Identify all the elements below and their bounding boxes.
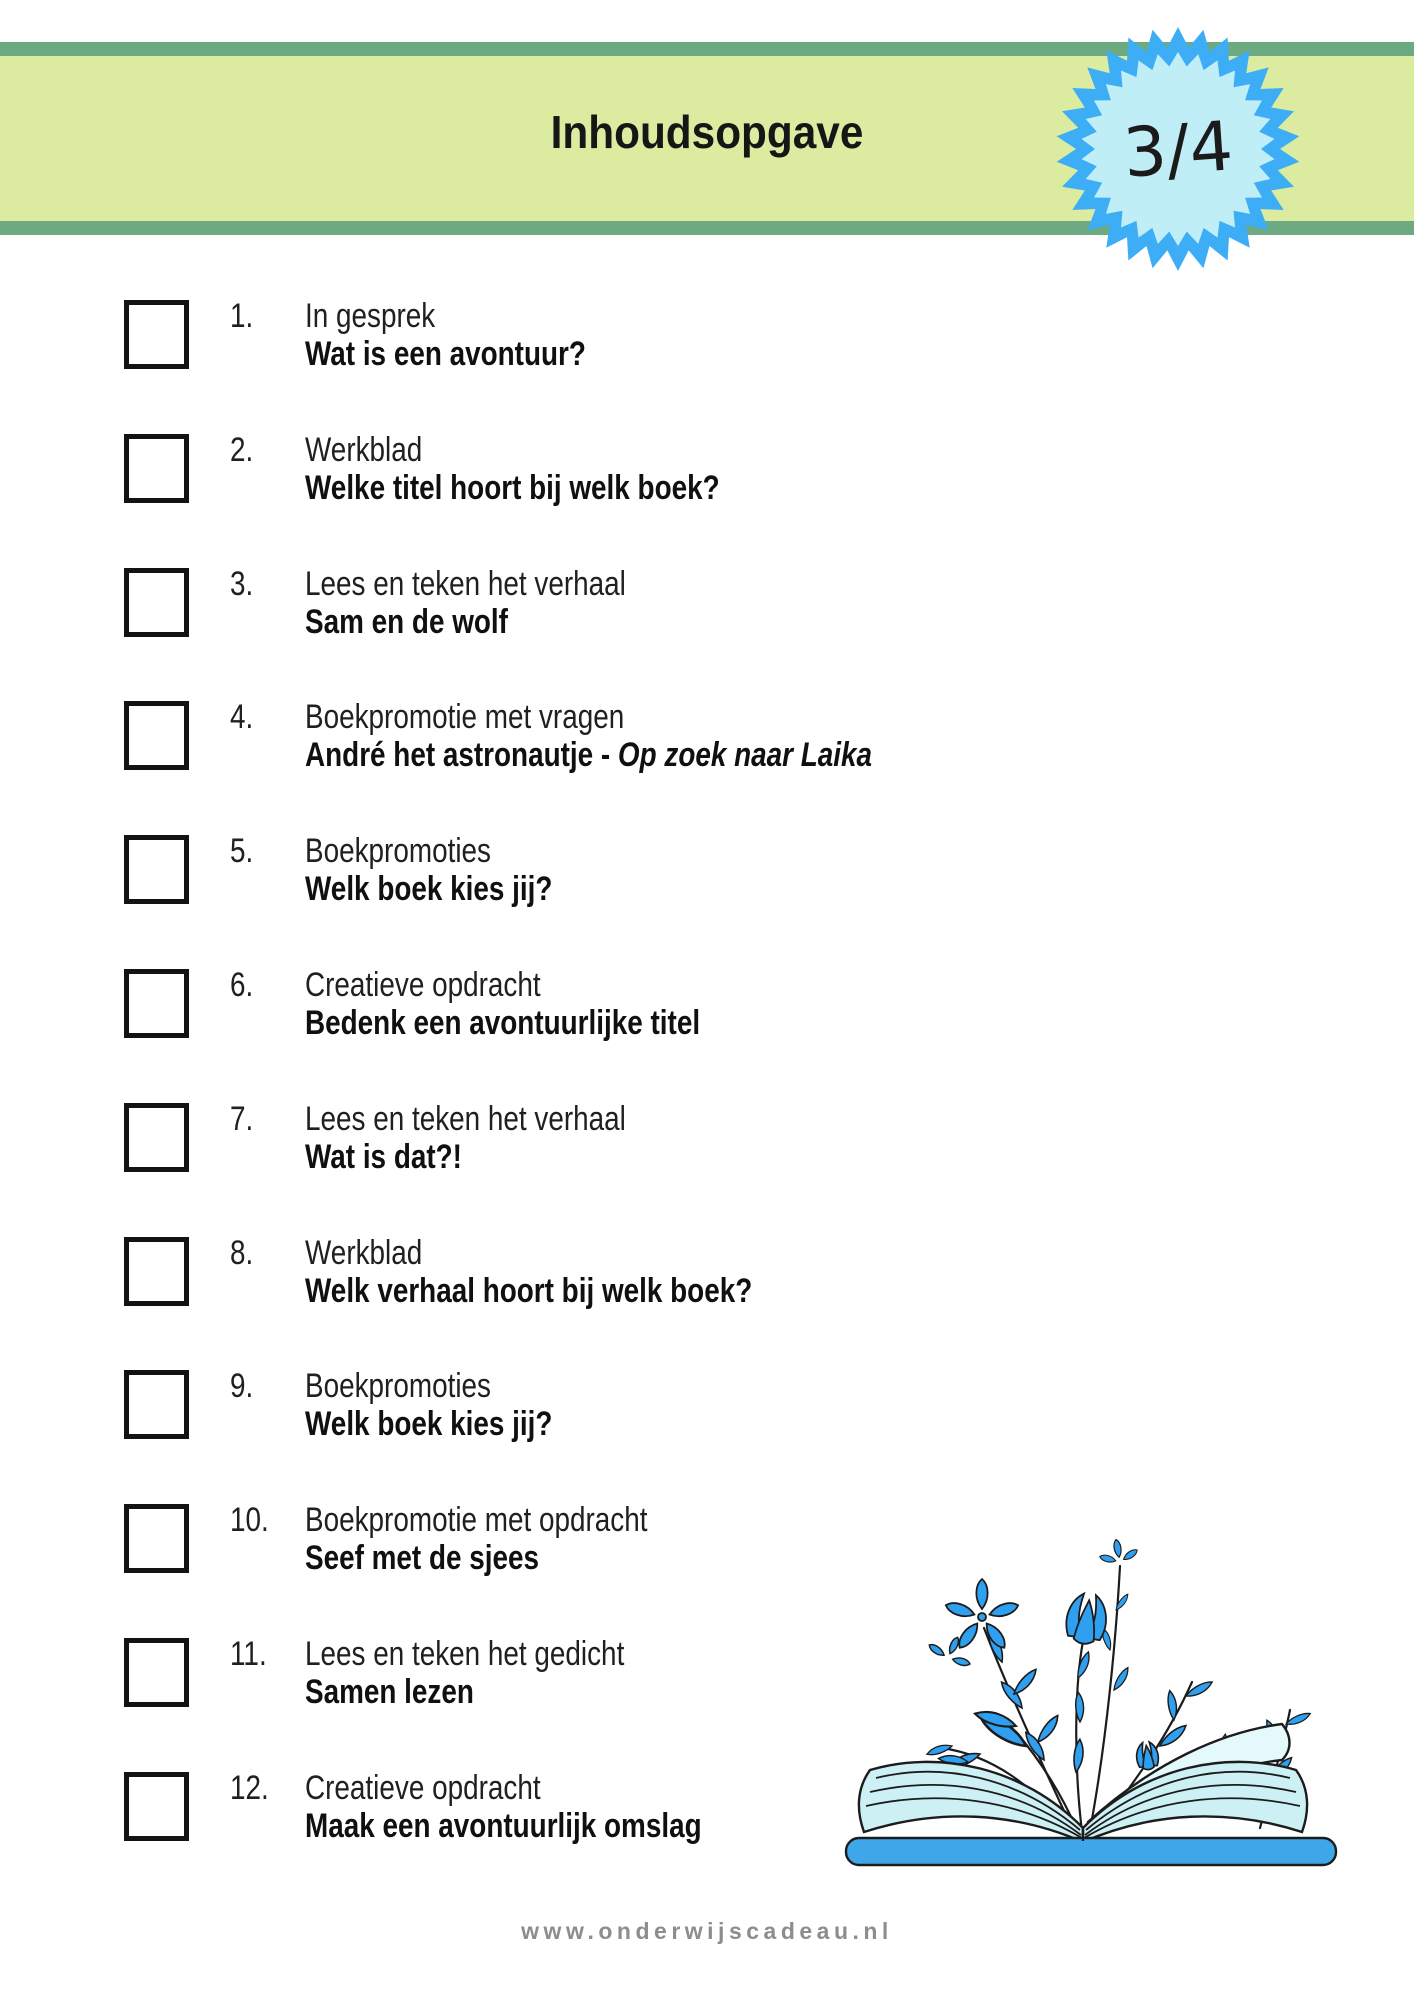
item-7-checkbox[interactable] — [124, 1103, 189, 1172]
item-6-checkbox[interactable] — [124, 969, 189, 1038]
item-11-checkbox[interactable] — [124, 1638, 189, 1707]
item-category: Lees en teken het verhaal — [305, 564, 626, 603]
toc-item-7 — [124, 1094, 1224, 1228]
item-title: Maak een avontuurlijk omslag — [305, 1806, 702, 1845]
spike-flower — [1096, 1536, 1140, 1566]
item-number: 9. — [230, 1367, 254, 1406]
item-category: Creatieve opdracht — [305, 965, 541, 1004]
item-title: Bedenk een avontuurlijke titel — [305, 1003, 701, 1042]
item-1-checkbox[interactable] — [124, 300, 189, 369]
item-number: 7. — [230, 1099, 254, 1138]
tulip-flower — [1064, 1592, 1110, 1647]
book-cover — [846, 1838, 1336, 1865]
item-title: Seef met de sjees — [305, 1539, 540, 1578]
item-number: 4. — [230, 698, 254, 737]
toc-item-6 — [124, 960, 1224, 1094]
toc-item-3 — [124, 559, 1224, 693]
item-number: 1. — [230, 297, 254, 335]
item-title: Samen lezen — [305, 1672, 474, 1711]
item-title: Welk boek kies jij? — [305, 1405, 553, 1444]
item-8-checkbox[interactable] — [124, 1237, 189, 1306]
item-12-checkbox[interactable] — [124, 1772, 189, 1841]
toc-item-5 — [124, 826, 1224, 960]
open-book — [846, 1724, 1336, 1865]
page-number-badge — [1048, 19, 1308, 279]
item-category: Lees en teken het gedicht — [305, 1634, 625, 1673]
page-title: Inhoudsopgave — [550, 105, 864, 158]
item-number: 3. — [230, 564, 254, 603]
item-2-checkbox[interactable] — [124, 434, 189, 503]
item-number: 2. — [230, 430, 254, 469]
item-number: 11. — [230, 1634, 267, 1673]
item-title: Welk verhaal hoort bij welk boek? — [305, 1271, 753, 1310]
item-10-checkbox[interactable] — [124, 1504, 189, 1573]
item-category: Lees en teken het verhaal — [305, 1099, 626, 1138]
tulip-flower-small — [1135, 1741, 1159, 1770]
item-number: 10. — [230, 1501, 269, 1540]
item-category: Creatieve opdracht — [305, 1768, 541, 1807]
toc-item-1 — [124, 291, 1224, 425]
item-title: Welk boek kies jij? — [305, 870, 553, 909]
badge-label: 3/4 — [1120, 107, 1236, 194]
toc-item-2 — [124, 425, 1224, 559]
item-title: André het astronautje - Op zoek naar Laika — [305, 736, 873, 775]
item-category: In gesprek — [305, 297, 436, 335]
item-category: Boekpromoties — [305, 832, 491, 871]
item-title: Sam en de wolf — [305, 602, 508, 641]
item-title: Wat is een avontuur? — [305, 335, 586, 373]
item-4-checkbox[interactable] — [124, 701, 189, 770]
item-category: Werkblad — [305, 430, 423, 469]
item-3-checkbox[interactable] — [124, 568, 189, 637]
item-number: 5. — [230, 832, 254, 871]
item-category: Boekpromotie met opdracht — [305, 1501, 648, 1540]
footer-url: www.onderwijscadeau.nl — [521, 1918, 893, 1944]
item-5-checkbox[interactable] — [124, 835, 189, 904]
item-number: 12. — [230, 1768, 269, 1807]
item-number: 6. — [230, 965, 254, 1004]
toc-item-8 — [124, 1228, 1224, 1362]
item-category: Boekpromoties — [305, 1367, 491, 1406]
item-title: Welke titel hoort bij welk boek? — [305, 468, 720, 507]
item-number: 8. — [230, 1233, 254, 1272]
item-9-checkbox[interactable] — [124, 1370, 189, 1439]
toc-item-4 — [124, 692, 1224, 826]
toc-item-9 — [124, 1361, 1224, 1495]
item-category: Werkblad — [305, 1233, 423, 1272]
item-category: Boekpromotie met vragen — [305, 698, 625, 737]
book-flowers-illustration — [830, 1510, 1350, 1900]
item-title: Wat is dat?! — [305, 1137, 462, 1176]
